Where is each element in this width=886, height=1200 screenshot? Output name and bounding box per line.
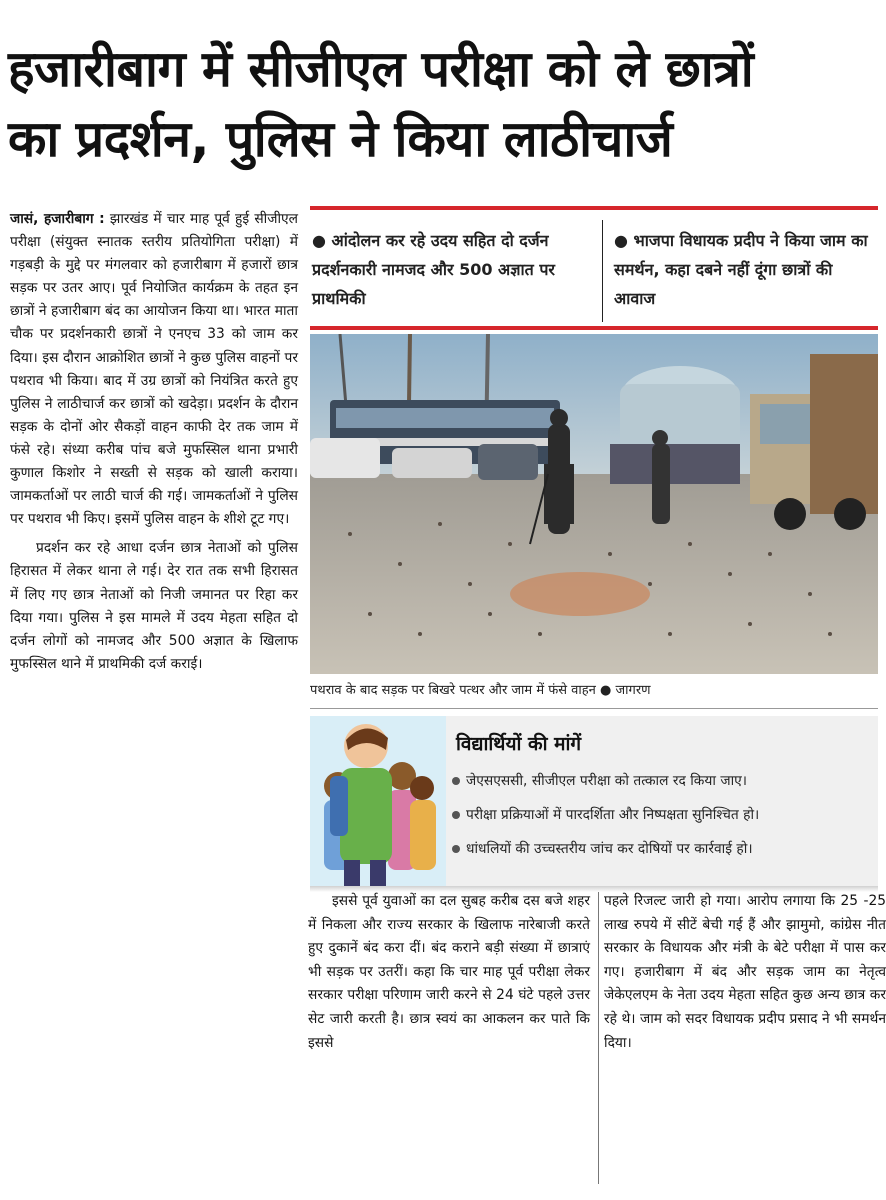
article-paragraph-2: प्रदर्शन कर रहे आधा दर्जन छात्र नेताओं को पुलिस हिरासत में लेकर थाना ले गई। देर रात तक सभी हिरासत में लिए गए छात्र नेताओं को निजी जमानत पर रिहा कर दिया गया। पुलिस ने इस मामले में उदय मेहता सहित दो दर्जन लोगों को नामजद और 500 अज्ञात के खिलाफ मुफस्सिल थाने में प्राथमिकी दर्ज कराई। <box>10 540 298 672</box>
demand-text-2: परीक्षा प्रक्रियाओं में पारदर्शिता और निष्पक्षता सुनिश्चित हो। <box>466 807 760 823</box>
article-right-column: पहले रिजल्ट जारी हो गया। आरोप लगाया कि 25 -25 लाख रुपये में सीटें बेची गई हैं और झामुमो, कांग्रेस नीत सरकार के विधायक और मंत्री के बेटे परीक्षा में पास कर गए। हजारीबाग में बंद और सड़क जाम का नेतृत्व जेकेएलएम के नेता उदय मेहता सहित कुछ अन्य छात्र कर रहे थे। जाम को सदर विधायक प्रदीप प्रसाद ने भी समर्थन दिया। <box>604 893 886 1051</box>
demand-item <box>452 838 876 860</box>
highlight-text-1: आंदोलन कर रहे उदय सहित दो दर्जन प्रदर्शनकारी नामजद और 500 अज्ञात पर प्राथमिकी <box>312 231 555 308</box>
headline <box>8 34 880 174</box>
caption-divider <box>310 708 878 709</box>
bullet-icon <box>452 845 460 853</box>
article-paragraph-1 <box>10 208 298 531</box>
demand-item <box>452 804 876 826</box>
photo-caption: पथराव के बाद सड़क पर बिखरे पत्थर और जाम में फंसे वाहन ● जागरण <box>310 683 651 698</box>
demand-text-1: जेएसएससी, सीजीएल परीक्षा को तत्काल रद किया जाए। <box>466 773 748 789</box>
highlight-item-1: ● आंदोलन कर रहे उदय सहित दो दर्जन प्रदर्शनकारी नामजद और 500 अज्ञात पर प्राथमिकी <box>312 231 555 308</box>
paragraph-1-text: झारखंड में चार माह पूर्व हुई सीजीएल परीक्षा (संयुक्त स्नातक स्तरीय प्रतियोगिता परीक्षा) में गड़बड़ी के मुद्दे पर मंगलवार को हजारीबाग में हजारों छात्र सड़क पर उतर आए। पूर्व नियोजित कार्यक्रम के तहत इन छात्रों ने हजारीबाग बंद का आयोजन किया था। भारत माता चौक पर प्रदर्शनकारी छात्रों ने एनएच 33 को जाम कर दिया। इस दौरान आक्रोशित छात्रों ने कुछ पुलिस वाहनों पर पथराव भी किया। बाद में उग्र छात्रों को नियंत्रित करते हुए पुलिस ने लाठीचार्ज कर छात्रों को खदेड़ा। प्रदर्शन के दौरान सड़क के दोनों ओर सैकड़ों वाहन काफी देर तक जाम में फंसे रहे। संध्या करीब पांच बजे मुफस्सिल थाना प्रभारी कुणाल किशोर ने सख्ती से सड़क को खाली कराया। जामकर्ताओं पर लाठी चार्ज की गई। जामकर्ताओं ने पुलिस पर पथराव भी किए। इसमें पुलिस वाहन के शीशे टूट गए। <box>10 211 299 528</box>
highlight-text-2: भाजपा विधायक प्रदीप ने किया जाम का समर्थन, कहा दबने नहीं दूंगा छात्रों की आवाज <box>614 231 868 308</box>
column-divider <box>598 892 599 1184</box>
demand-text-3: धांधलियों की उच्चस्तरीय जांच कर दोषियों पर कार्रवाई हो। <box>466 841 753 857</box>
photo-road-scene <box>310 334 878 674</box>
red-divider <box>310 326 878 330</box>
byline: जासं, हजारीबाग : <box>10 211 105 227</box>
bullet-icon <box>452 777 460 785</box>
demand-item <box>452 770 876 792</box>
highlights-box <box>310 206 878 322</box>
news-photo <box>310 334 878 674</box>
headline-line-1: हजारीबाग में सीजीएल परीक्षा को ले छात्रों <box>8 40 754 98</box>
article-middle-column: इससे पूर्व युवाओं का दल सुबह करीब दस बजे शहर में निकला और राज्य सरकार के खिलाफ नारेबाजी करते हुए दुकानें बंद करा दीं। बंद कराने बड़ी संख्या में छात्राएं भी सड़क पर उतरीं। कहा कि चार माह पूर्व परीक्षा लेकर सरकार परीक्षा परिणाम जारी करने से 24 घंटे पहले उत्तर सेट जारी करती है। छात्र स्वयं का आकलन कर पाते कि इससे <box>308 893 590 1051</box>
demands-box <box>310 716 878 886</box>
demands-list <box>452 770 876 872</box>
headline-line-2: का प्रदर्शन, पुलिस ने किया लाठीचार्ज <box>8 110 673 168</box>
bullet-icon <box>452 811 460 819</box>
students-illustration <box>310 716 446 886</box>
demands-title: विद्यार्थियों की मांगें <box>456 733 582 755</box>
highlight-divider <box>602 220 603 322</box>
article-left-column <box>10 208 298 676</box>
highlight-item-2: ● भाजपा विधायक प्रदीप ने किया जाम का समर्थन, कहा दबने नहीं दूंगा छात्रों की आवाज <box>614 231 868 308</box>
